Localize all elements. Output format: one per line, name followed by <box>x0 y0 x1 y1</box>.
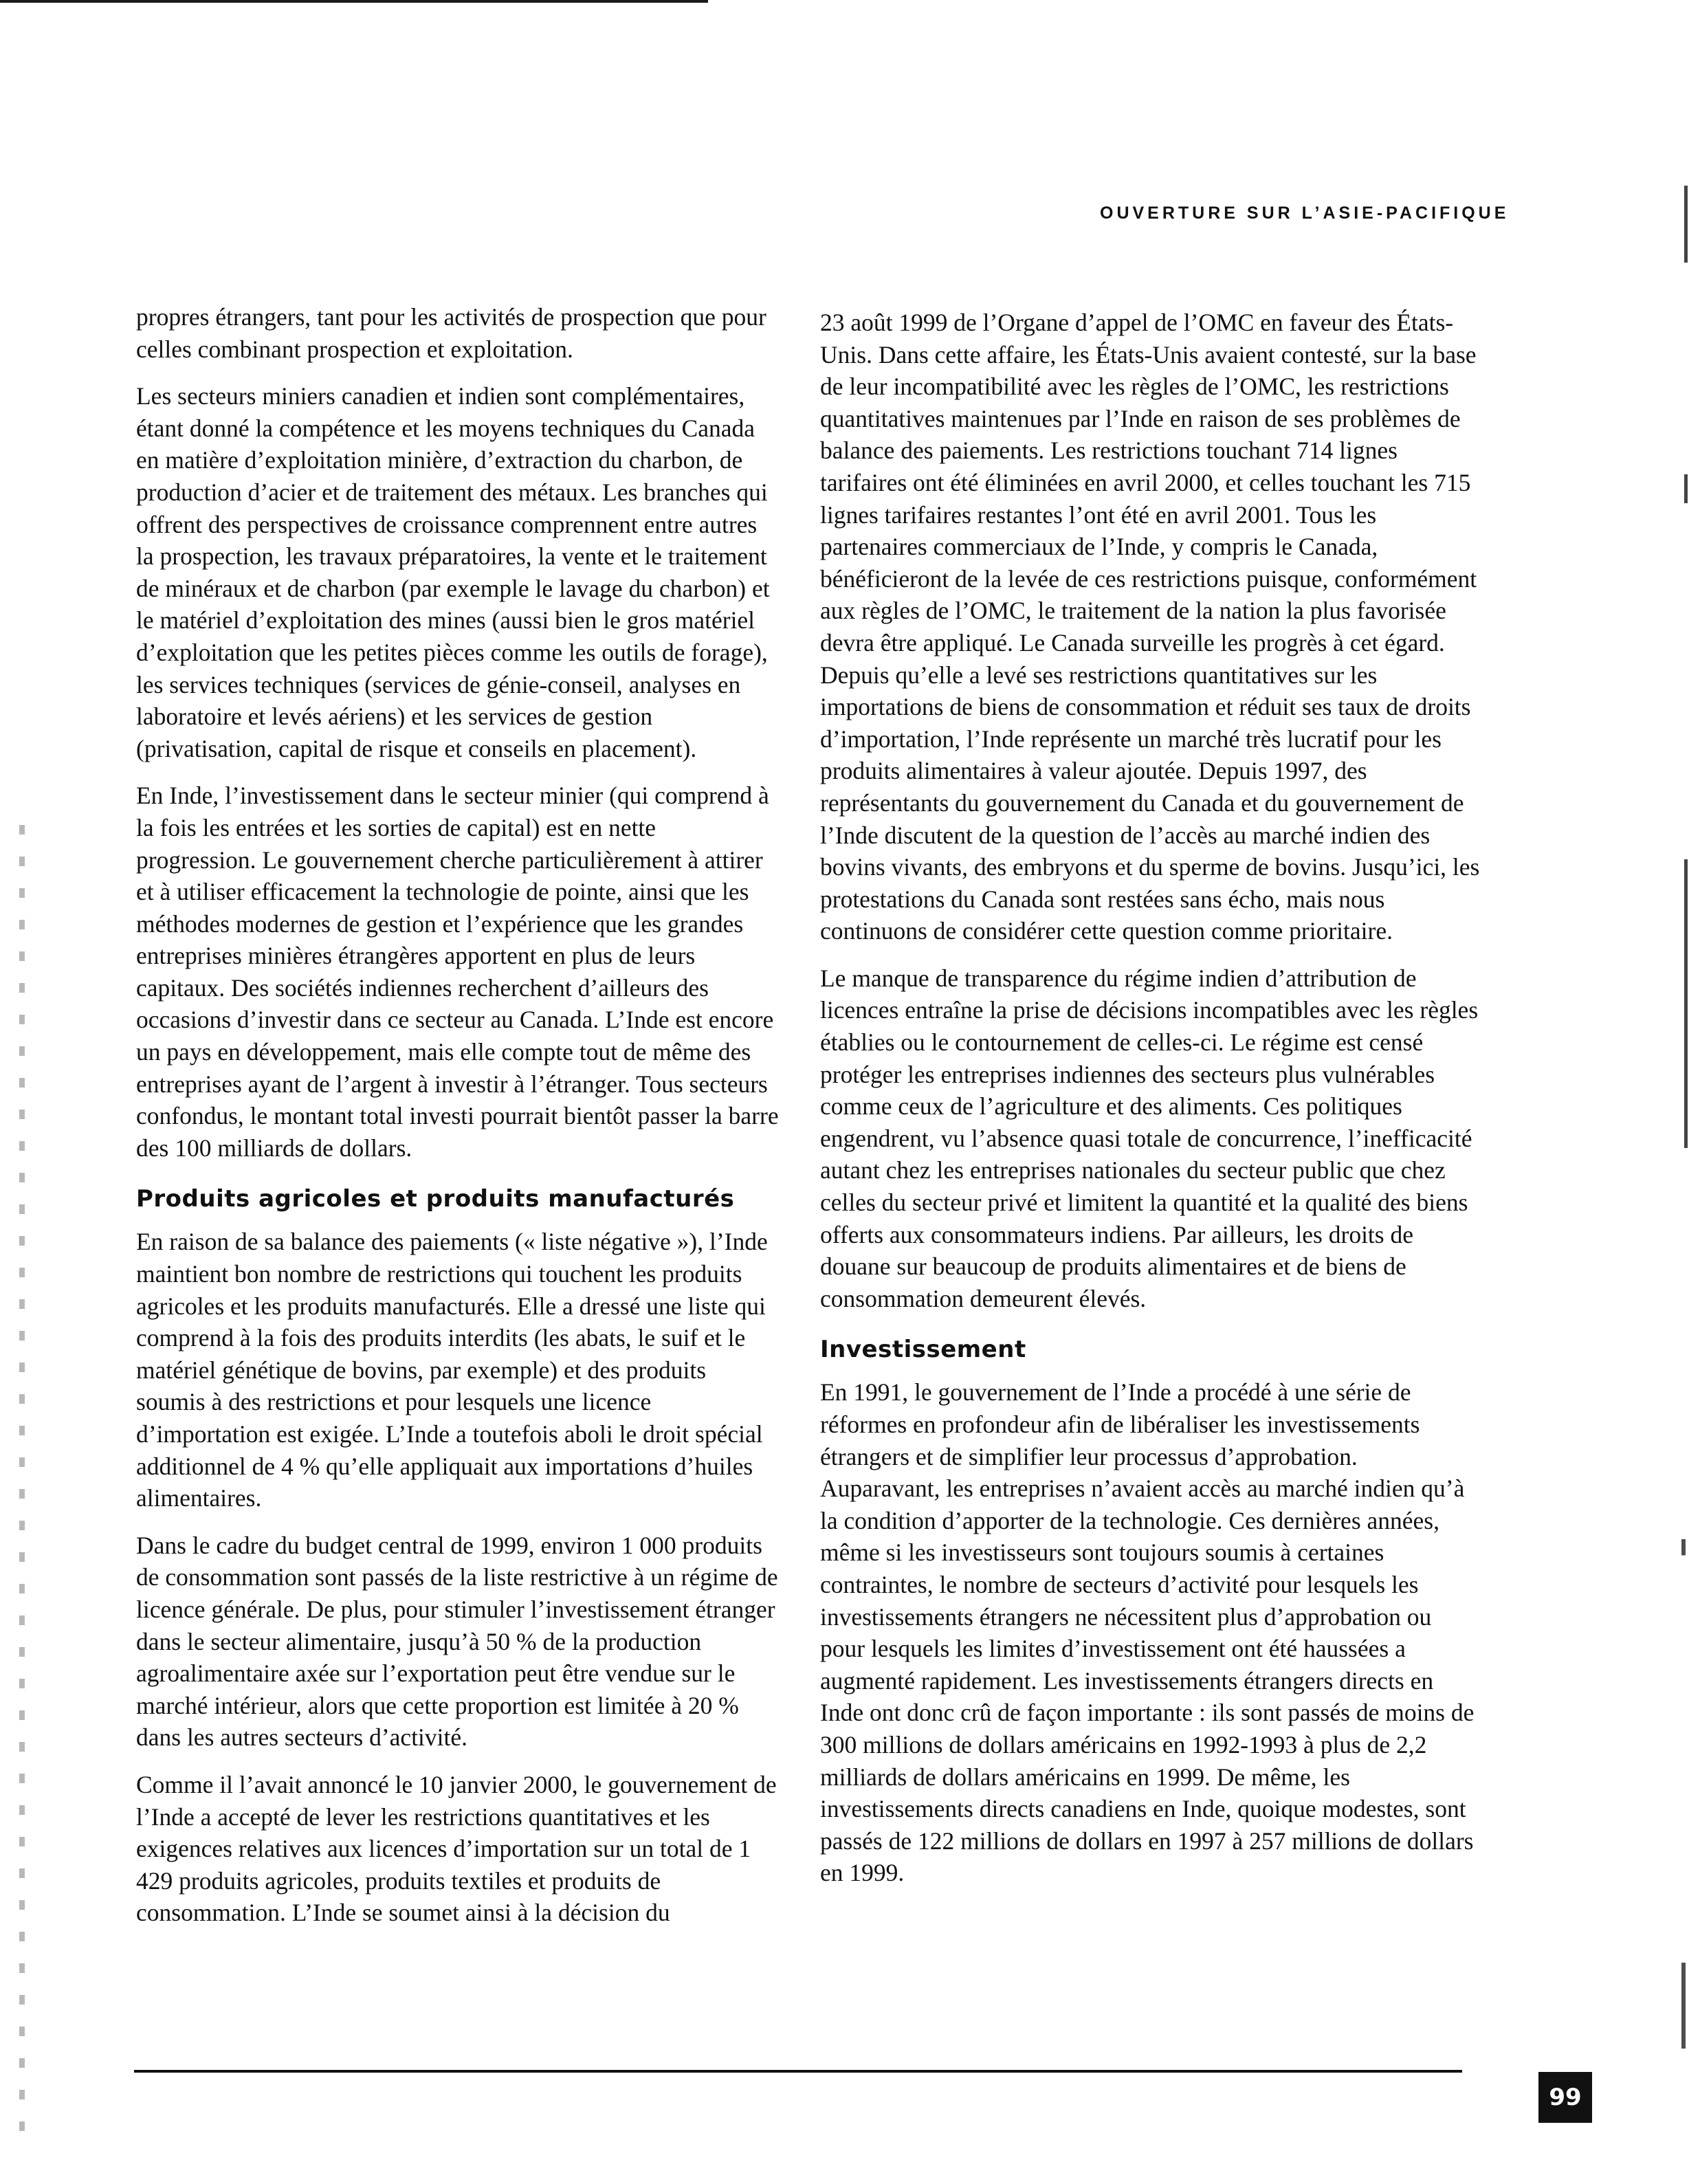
paragraph: Les secteurs miniers canadien et indien sont complémentaires, étant donné la compétence et les moyens techniques du Canada en matière d’exploitation minière, d’extraction du charbon, de production d’acier et de traitement des métaux. Les branches qui offrent des perspectives de croissance comprennent entre autres la prospection, les travaux préparatoires, la vente et le traitement de minéraux et de charbon (par exemple le lavage du charbon) et le matériel d’exploitation des mines (aussi bien le gros matériel d’exploitation que les petites pièces comme les outils de forage), les services techniques (services de génie-conseil, analyses en laboratoire et levés aériens) et les services de gestion (privatisation, capital de risque et conseils en placement). <box>136 382 770 762</box>
paragraph: En Inde, l’investissement dans le secteur minier (qui comprend à la fois les entrées et les sorties de capital) est en nette progression. Le gouvernement cherche particulièrement à attirer et à utiliser efficacement la technologie de pointe, ainsi que les méthodes modernes de gestion et l’expérience que les grandes entreprises minières étrangères apportent en plus de leurs capitaux. Des sociétés indiennes recherchent d’ailleurs des occasions d’investir dans ce secteur au Canada. L’Inde est encore un pays en développement, mais elle compte tout de même des entreprises ayant de l’argent à investir à l’étranger. Tous secteurs confondus, le montant total investi pourrait bientôt passer la barre des 100 milliards de dollars. <box>136 782 779 1162</box>
scan-border-left <box>19 825 25 2131</box>
scan-border-right <box>1684 186 1688 1148</box>
paragraph: En raison de sa balance des paiements (« liste négative »), l’Inde maintient bon nombre de restrictions qui touchent les produits agricoles et les produits manufacturés. Elle a dressé une liste qui comprend à la fois des produits interdits (les abats, le suif et le matériel génétique de bovins, par exemple) et des produits soumis à des restrictions et pour lesquels une licence d’importation est exigée. L’Inde a toutefois aboli le droit spécial additionnel de 4 % qu’elle appliquait aux importations d’huiles alimentaires. <box>136 1228 768 1512</box>
section-heading: Investissement <box>820 1336 1026 1364</box>
page-number: 99 <box>1538 2072 1592 2123</box>
paragraph: Le manque de transparence du régime indien d’attribution de licences entraîne la prise de décisions incompatibles avec les règles établies ou le contournement de celles-ci. Le régime est censé protéger les entreprises indiennes des secteurs plus vulnérables comme ceux de l’agriculture et des aliments. Ces politiques engendrent, vu l’absence quasi totale de concurrence, l’inefficacité autant chez les entreprises nationales du secteur public que chez celles du secteur privé et limitent la quantité et la qualité des biens offerts aux consommateurs indiens. Par ailleurs, les droits de douane sur beaucoup de produits alimentaires et de biens de consommation demeurent élevés. <box>820 964 1479 1312</box>
footer-rule <box>134 2070 1462 2073</box>
paragraph: Comme il l’avait annoncé le 10 janvier 2000, le gouvernement de l’Inde a accepté de lever les restrictions quantitatives et les exigences relatives aux licences d’importation sur un total de 1 429 produits agricoles, produits textiles et produits de consommation. L’Inde se soumet ainsi à la décision du <box>136 1770 777 1927</box>
right-column <box>820 307 1480 1904</box>
paragraph: 23 août 1999 de l’Organe d’appel de l’OMC en faveur des États-Unis. Dans cette affaire, les États-Unis avaient contesté, sur la base de leur incompatibilité avec les règles de l’OMC, les restrictions quantitatives maintenues par l’Inde en raison de ses problèmes de balance des paiements. Les restrictions touchant 714 lignes tarifaires ont été éliminées en avril 2000, et celles touchant les 715 lignes tarifaires restantes l’ont été en avril 2001. Tous les partenaires commerciaux de l’Inde, y compris le Canada, bénéficieront de la levée de ces restrictions puisque, conformément aux règles de l’OMC, le traitement de la nation la plus favorisée devra être appliqué. Le Canada surveille les progrès à cet égard. Depuis qu’elle a levé ses restrictions quantitatives sur les importations de biens de consommation et réduit ses taux de droits d’importation, l’Inde représente un marché très lucratif pour les produits alimentaires à valeur ajoutée. Depuis 1997, des représentants du gouvernement du Canada et du gouvernement de l’Inde discutent de la question de l’accès au marché indien des bovins vivants, des embryons et du sperme de bovins. Jusqu’ici, les protestations du Canada sont restées sans écho, mais nous continuons de considérer cette question comme prioritaire. <box>820 309 1480 945</box>
scan-border-right-lower <box>1681 1512 1686 2049</box>
paragraph: Dans le cadre du budget central de 1999, environ 1 000 produits de consommation sont passés de la liste restrictive à un régime de licence générale. De plus, pour stimuler l’investissement étranger dans le secteur alimentaire, jusqu’à 50 % de la production agroalimentaire axée sur l’exportation peut être vendue sur le marché intérieur, alors que cette proportion est limitée à 20 % dans les autres secteurs d’activité. <box>136 1531 778 1752</box>
paragraph: En 1991, le gouvernement de l’Inde a procédé à une série de réformes en profondeur afin de libéraliser les investissements étrangers et de simplifier leur processus d’approbation. Auparavant, les entreprises n’avaient accès au marché indien qu’à la condition d’apporter de la technologie. Ces dernières années, même si les investisseurs sont toujours soumis à certaines contraintes, le nombre de secteurs d’activité pour lesquels les investissements étrangers ne nécessitent plus d’approbation ou pour lesquels les limites d’investissement ont été haussées a augmenté rapidement. Les investissements étrangers directs en Inde ont donc crû de façon importante : ils sont passés de moins de 300 millions de dollars américains en 1992-1993 à plus de 2,2 milliards de dollars américains en 1999. De même, les investissements directs canadiens en Inde, quoique modestes, sont passés de 122 millions de dollars en 1997 à 257 millions de dollars en 1999. <box>820 1378 1475 1887</box>
left-column <box>136 301 779 1944</box>
running-header: OUVERTURE SUR L’ASIE-PACIFIQUE <box>1100 203 1510 223</box>
section-heading: Produits agricoles et produits manufacturés <box>136 1185 735 1213</box>
paragraph: propres étrangers, tant pour les activités de prospection que pour celles combinant prospection et exploitation. <box>136 303 766 363</box>
scan-border-top <box>0 0 708 3</box>
